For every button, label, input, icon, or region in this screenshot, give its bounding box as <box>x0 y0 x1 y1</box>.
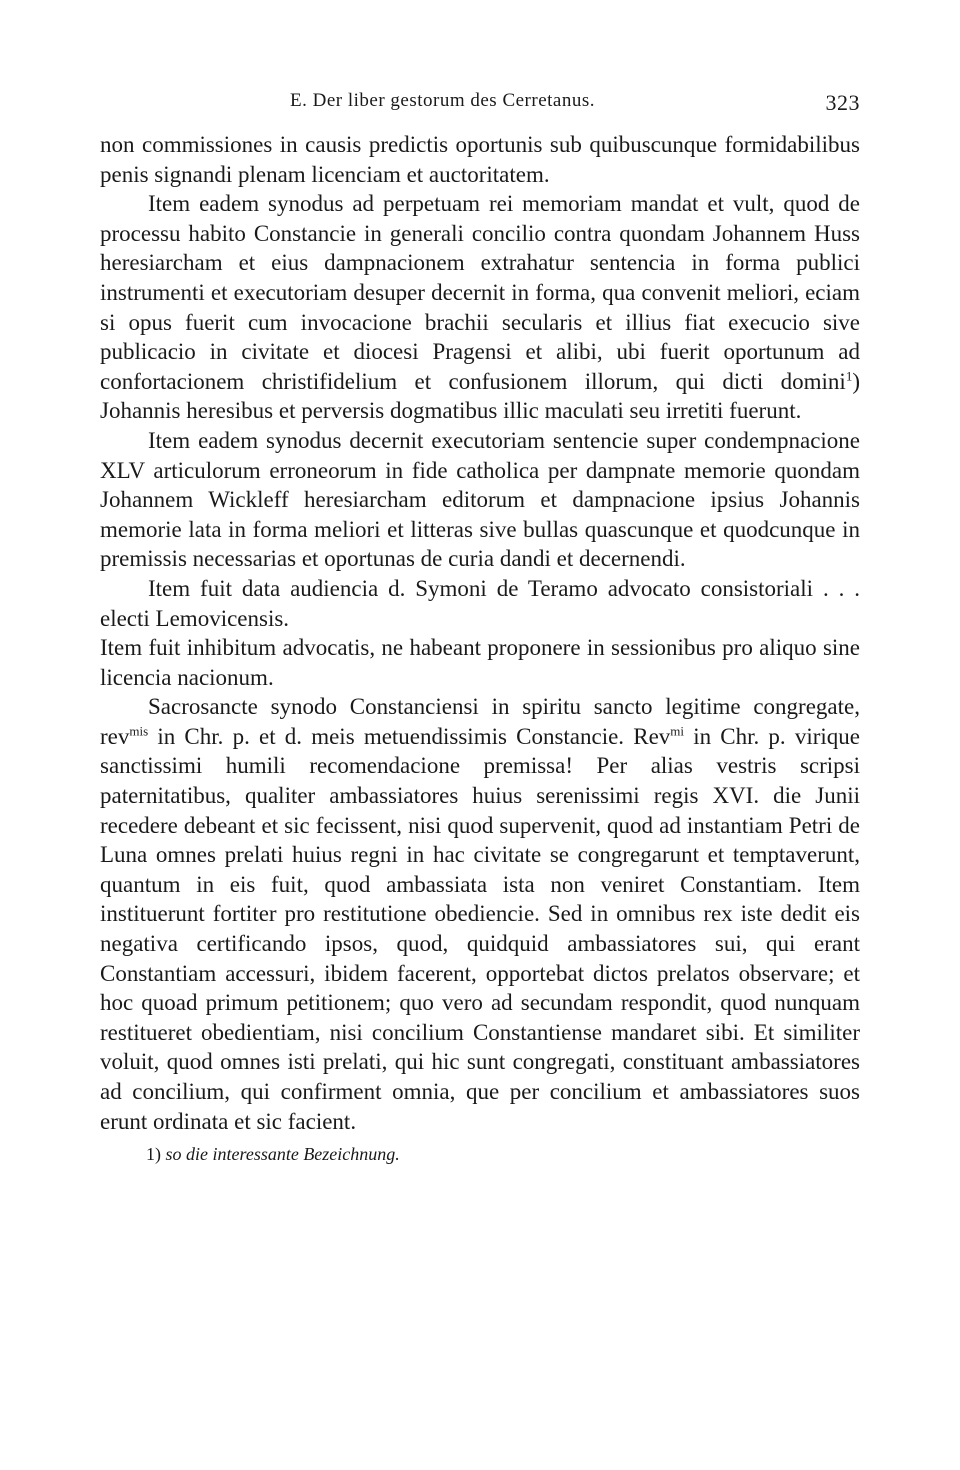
running-head <box>100 90 860 130</box>
document-page <box>100 90 860 1165</box>
paragraph: non commissiones in causis predictis oportunis sub quibuscunque formidabilibus penis signandi plenam licenciam et auctoritatem. <box>100 132 860 187</box>
letter-paragraph <box>100 692 860 1136</box>
paragraph-text: ) Johannis heresibus et perversis dogmatibus illic maculati seu irretiti fuerunt. <box>100 368 860 424</box>
paragraph <box>100 189 860 426</box>
paragraph: Item fuit data audiencia d. Symoni de Teramo advocato consistoriali . . . electi Lemovicensis. <box>100 575 860 631</box>
footnote-text: so die interessante Bezeichnung. <box>165 1144 400 1165</box>
paragraph-text: in Chr. p. et d. meis metuendissimis Constancie. Rev <box>148 723 671 749</box>
running-title: E. Der liber gestorum des Cerretanus. <box>290 90 595 111</box>
paragraph-text: in Chr. p. virique sanctissimi humili recomendacione premissa! Per alias vestris scripsi paternitatibus, qualiter ambassiatores huius serenissimi regis XVI. die Junii recedere debeant et sic fecissent, nisi quod supervenit, quod ad instantiam Petri de Luna omnes prelati huius regni in hac civitate se congregarunt et temptaverunt, quantum in eis fuit, quod ambassiata ista non veniret Constantiam. Item instituerunt fortiter pro restitutione obediencie. Sed in omnibus rex iste dedit eis negativa certificando ipsos, quod, quidquid ambassiatores sui, qui erant Constantiam accessuri, ibidem facerent, opportebat dictos prelatos observare; et hoc quoad primum petitionem; quo vero ad secundam respondit, quod nunquam restitueret obedientiam, nisi concilium Constantiense mandaret sibi. Et similiter voluit, quod omnes isti prelati, qui hic sunt congregati, constituant ambassiatores ad concilium, qui confirment omnia, que per concilium et ambassiatores suos erunt ordinata et sic facient. <box>100 723 860 1134</box>
body-text <box>100 130 860 1136</box>
paragraph: Item eadem synodus decernit executoriam sentencie super condempnacione XLV articulorum erroneorum in fide catholica per dampnate memorie quondam Johannem Wickleff heresiarcham editorum et dampnacione ipsius Johannis memorie lata in forma meliori et litteras sive bullas quascunque et quodcunque in premissis necessarias et oportunas de curia dandi et decernendi. <box>100 427 860 572</box>
footnote <box>100 1144 860 1165</box>
footnote-reference: 1 <box>845 368 853 384</box>
page-number: 323 <box>825 90 860 115</box>
paragraph-text: Item eadem synodus ad perpetuam rei memoriam mandat et vult, quod de processu habito Constancie in generali concilio contra quondam Johannem Huss heresiarcham et eius dampnacionem extrahatur sentencia in forma publici instrumenti et executoriam desuper decernit in forma, qua convenit meliori, eciam si opus fuerit cum invocacione brachii secularis et illius fiat execucio sive publicacio in civitate et diocesi Pragensi et alibi, ubi fuerit oportunum ad confortacionem christifidelium et confusionem illorum, qui dicti domini <box>100 191 860 394</box>
footnote-mark: 1) <box>146 1144 161 1165</box>
superscript-abbreviation: mi <box>670 723 685 739</box>
paragraph: Item fuit inhibitum advocatis, ne habeant proponere in sessionibus pro aliquo sine licencia nacionum. <box>100 635 860 690</box>
superscript-abbreviation: mis <box>129 723 149 739</box>
paragraph-text: Sacrosancte synodo Constanciensi in spiritu sancto legitime congregate, rev <box>100 694 860 749</box>
